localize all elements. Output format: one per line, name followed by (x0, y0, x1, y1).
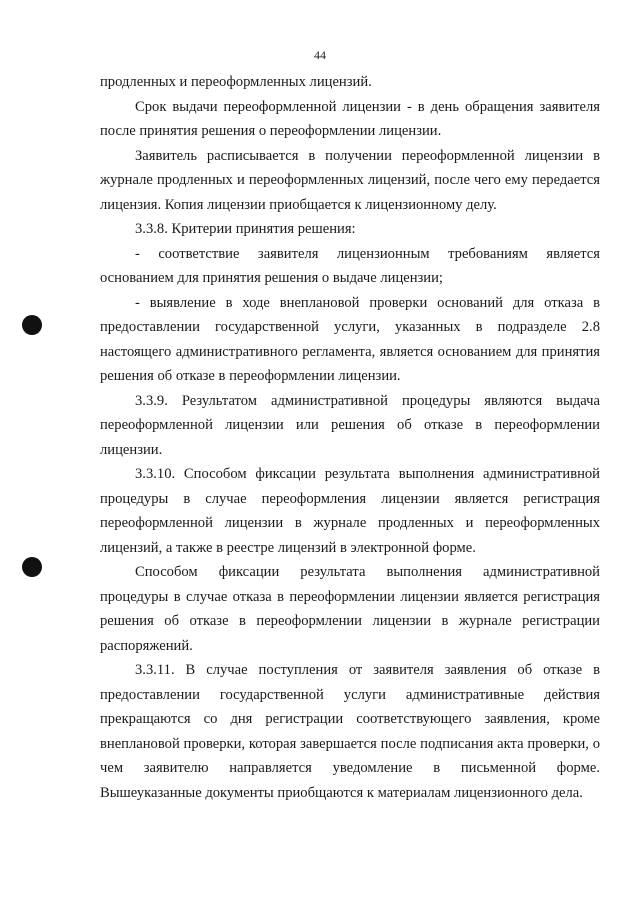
punch-hole (22, 315, 42, 335)
paragraph: продленных и переоформленных лицензий. (100, 74, 372, 90)
paragraph: Способом фиксации результата выполнения административной процедуры в случае отказа в переоформлении лицензии является регистрация решения об отказе в переоформлении лицензии в журнале регистрации распоряжений. (100, 564, 600, 654)
punch-hole (22, 557, 42, 577)
paragraph: - соответствие заявителя лицензионным требованиям является основанием для принятия решения о выдаче лицензии; (100, 245, 600, 286)
paragraph: Срок выдачи переоформленной лицензии - в день обращения заявителя после принятия решения о переоформлении лицензии. (100, 98, 600, 139)
page-number: 44 (314, 48, 326, 62)
paragraph: 3.3.11. В случае поступления от заявителя заявления об отказе в предоставлении государственной услуги административные действия прекращаются со дня регистрации соответствующего заявления, кроме внеплановой проверки, которая завершается после подписания акта проверки, о чем заявителю направляется уведомление в письменной форме. Вышеуказанные документы приобщаются к материалам лицензионного дела. (100, 662, 600, 801)
paragraph: Заявитель расписывается в получении переоформленной лицензии в журнале продленных и переоформленных лицензий, после чего ему передается лицензия. Копия лицензии приобщается к лицензионному делу. (100, 147, 600, 213)
paragraph: 3.3.9. Результатом административной процедуры являются выдача переоформленной лицензии или решения об отказе в переоформлении лицензии. (100, 392, 600, 458)
document-body (100, 70, 600, 805)
paragraph: 3.3.10. Способом фиксации результата выполнения административной процедуры в случае переоформления лицензии является регистрация переоформленной лицензии в журнале продленных и переоформленных лицензий, а также в реестре лицензий в электронной форме. (100, 466, 600, 556)
paragraph: - выявление в ходе внеплановой проверки оснований для отказа в предоставлении государственной услуги, указанных в подразделе 2.8 настоящего административного регламента, является основанием для принятия решения об отказе в переоформлении лицензии. (100, 294, 600, 384)
paragraph: 3.3.8. Критерии принятия решения: (135, 221, 356, 237)
